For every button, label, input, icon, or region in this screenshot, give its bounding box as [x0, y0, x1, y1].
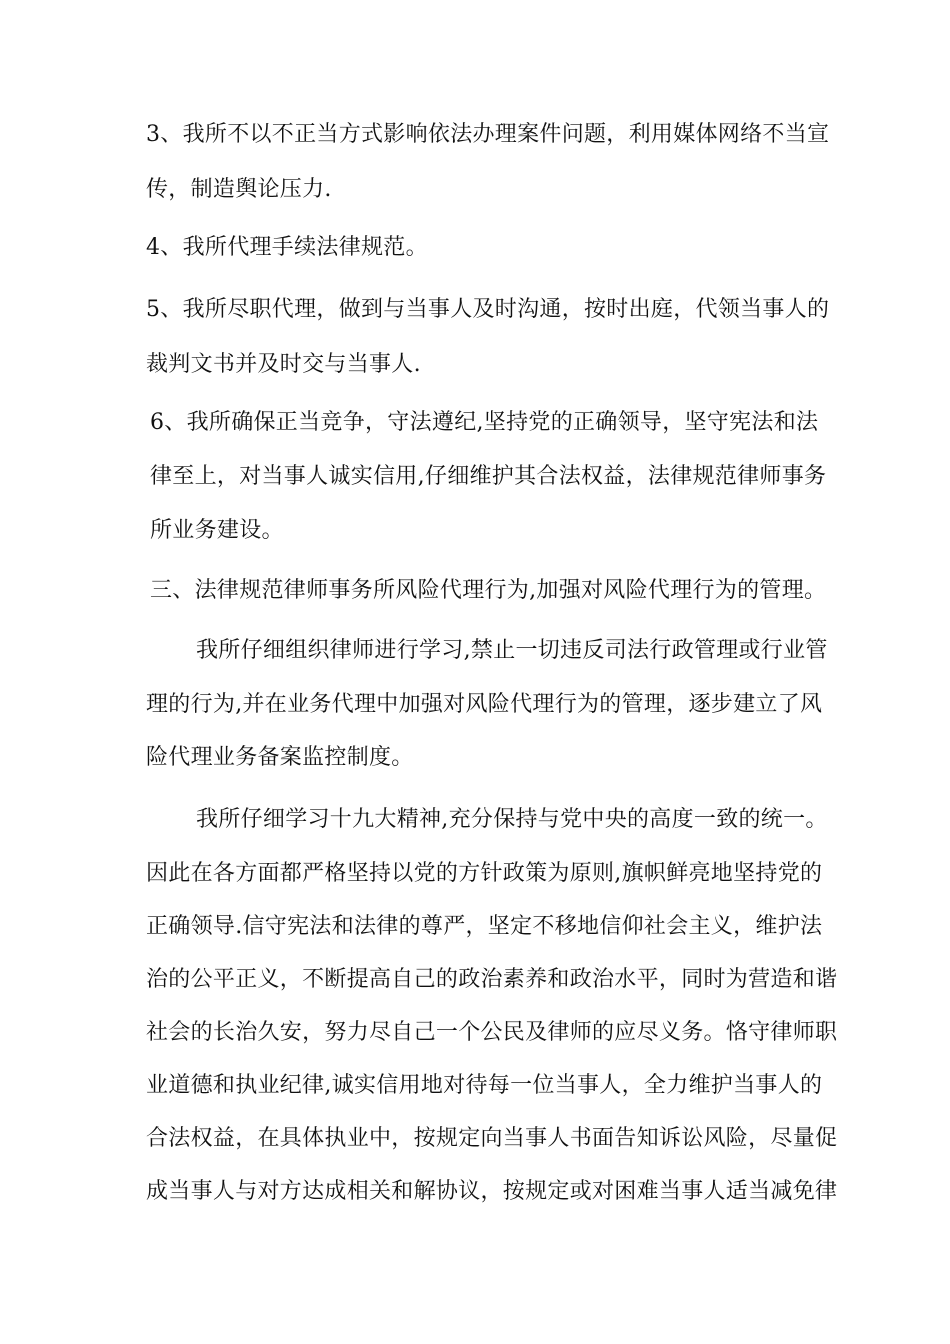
text-line: 险代理业务备案监控制度。 [146, 745, 414, 770]
text-line: 治的公平正义，不断提高自己的政治素养和政治水平，同时为营造和谐 [146, 967, 838, 992]
section-heading: 三、法律规范律师事务所风险代理行为,加强对风险代理行为的管理。 [150, 578, 827, 603]
text-line: 5、我所尽职代理，做到与当事人及时沟通，按时出庭，代领当事人的 [146, 297, 830, 322]
text-line: 所业务建设。 [150, 518, 284, 543]
text-line: 我所仔细组织律师进行学习,禁止一切违反司法行政管理或行业管 [196, 638, 828, 663]
text-line: 成当事人与对方达成相关和解协议，按规定或对困难当事人适当减免律 [146, 1179, 838, 1204]
text-line: 合法权益，在具体执业中，按规定向当事人书面告知诉讼风险，尽量促 [146, 1126, 838, 1151]
text-line: 社会的长治久安，努力尽自己一个公民及律师的应尽义务。恪守律师职 [146, 1020, 838, 1045]
text-line: 我所仔细学习十九大精神,充分保持与党中央的高度一致的统一。 [196, 807, 828, 832]
text-line: 理的行为,并在业务代理中加强对风险代理行为的管理，逐步建立了风 [146, 692, 823, 717]
text-line: 6、我所确保正当竞争，守法遵纪,坚持党的正确领导，坚守宪法和法 [150, 410, 819, 435]
text-line: 4、我所代理手续法律规范。 [146, 235, 428, 260]
text-line: 传，制造舆论压力. [146, 177, 332, 202]
text-line: 正确领导.信守宪法和法律的尊严，坚定不移地信仰社会主义，维护法 [146, 914, 823, 939]
text-line: 因此在各方面都严格坚持以党的方针政策为原则,旗帜鲜亮地坚持党的 [146, 861, 823, 886]
text-line: 裁判文书并及时交与当事人. [146, 352, 421, 377]
text-line: 3、我所不以不正当方式影响依法办理案件问题，利用媒体网络不当宣 [146, 122, 830, 147]
text-line: 律至上，对当事人诚实信用,仔细维护其合法权益，法律规范律师事务 [150, 464, 827, 489]
text-line: 业道德和执业纪律,诚实信用地对待每一位当事人，全力维护当事人的 [146, 1073, 823, 1098]
